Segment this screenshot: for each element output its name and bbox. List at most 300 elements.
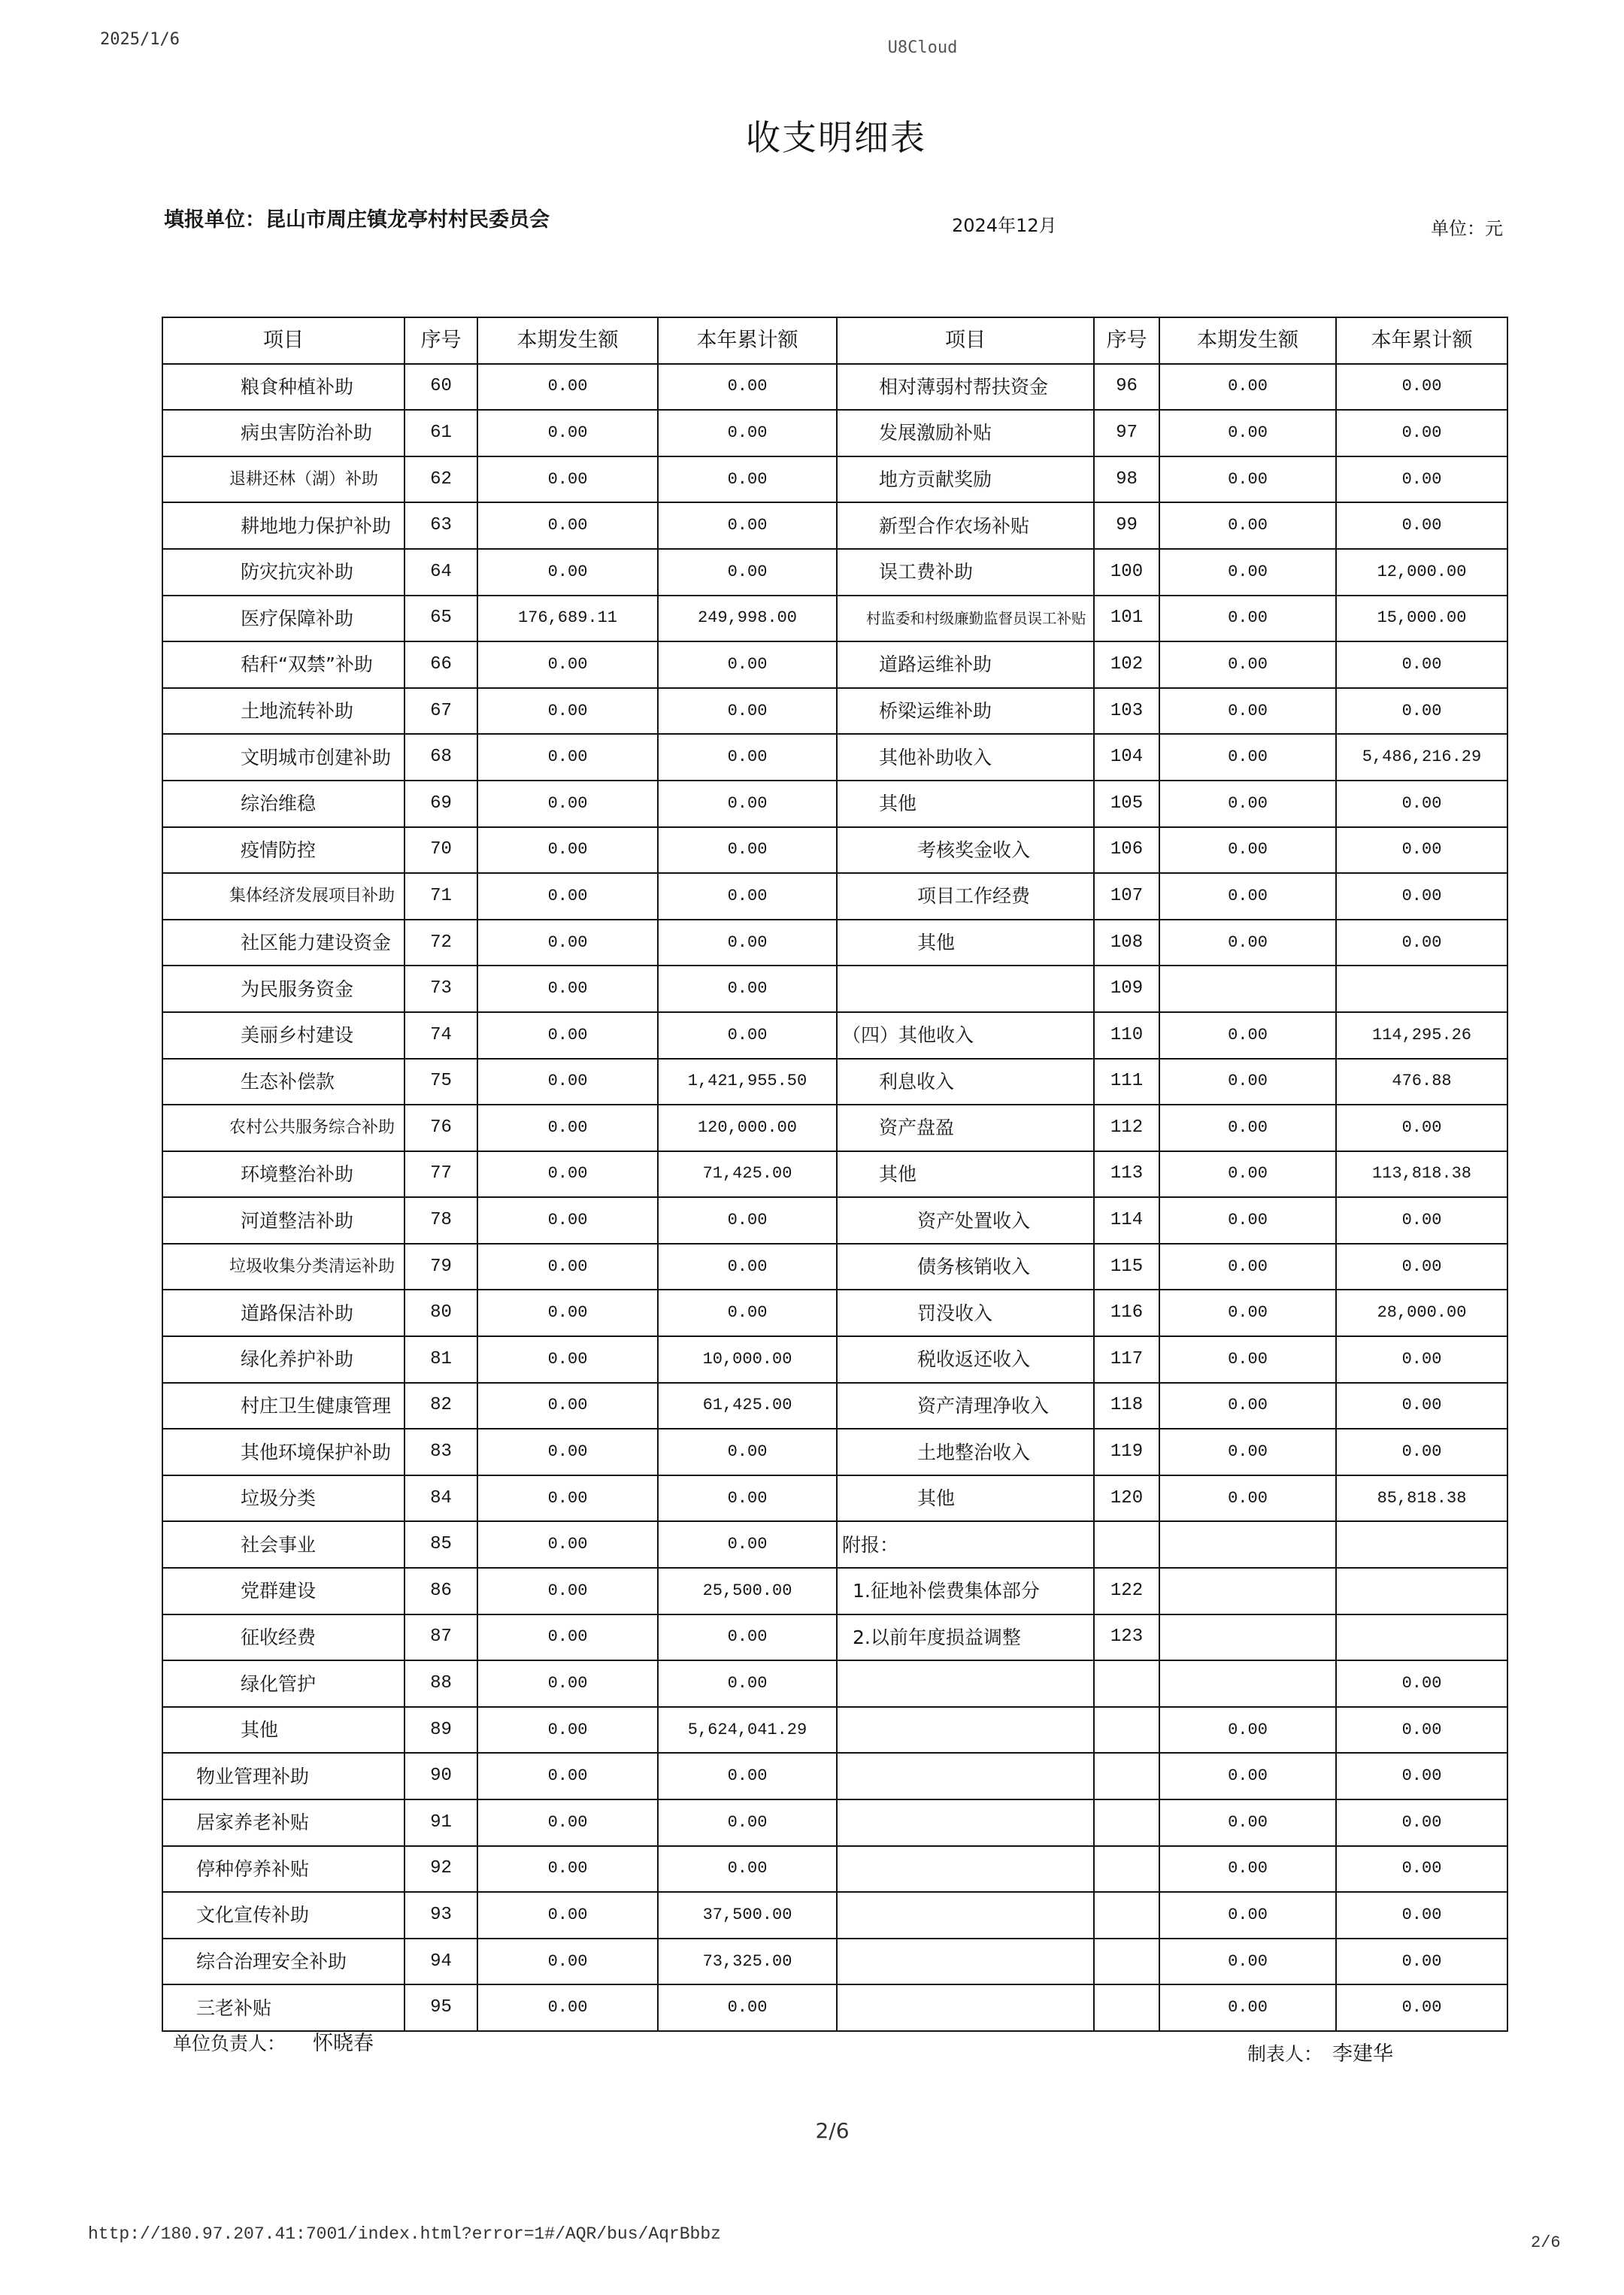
left-ytd-amount: 0.00 (659, 1661, 838, 1708)
right-ytd-amount: 0.00 (1337, 1939, 1508, 1986)
table-row (163, 781, 1508, 828)
left-item-name: 村庄卫生健康管理 (163, 1384, 405, 1430)
left-period-amount: 0.00 (478, 1152, 659, 1199)
left-seq-no: 68 (405, 735, 478, 781)
left-period-amount: 0.00 (478, 828, 659, 875)
right-item-name: 相对薄弱村帮扶资金 (838, 365, 1095, 411)
left-seq-no: 80 (405, 1290, 478, 1337)
left-item-name: 垃圾分类 (163, 1476, 405, 1523)
right-item-name: 其他 (838, 920, 1095, 967)
right-period-amount: 0.00 (1160, 1152, 1337, 1199)
left-item-name: 美丽乡村建设 (163, 1013, 405, 1060)
left-item-name: 生态补偿款 (163, 1060, 405, 1106)
right-seq-no: 111 (1095, 1060, 1160, 1106)
right-item-name: 资产盘盈 (838, 1105, 1095, 1152)
left-seq-no: 95 (405, 1985, 478, 2032)
right-seq-no: 99 (1095, 503, 1160, 550)
left-ytd-amount: 0.00 (659, 642, 838, 689)
left-item-name: 其他 (163, 1708, 405, 1754)
left-period-amount: 0.00 (478, 920, 659, 967)
right-seq-no: 105 (1095, 781, 1160, 828)
right-seq-no: 110 (1095, 1013, 1160, 1060)
right-ytd-amount: 114,295.26 (1337, 1013, 1508, 1060)
left-period-amount: 0.00 (478, 365, 659, 411)
table-row (163, 1893, 1508, 1939)
right-seq-no: 113 (1095, 1152, 1160, 1199)
left-ytd-amount: 73,325.00 (659, 1939, 838, 1986)
left-seq-no: 85 (405, 1522, 478, 1569)
left-seq-no: 76 (405, 1105, 478, 1152)
table-row (163, 828, 1508, 875)
right-ytd-amount: 15,000.00 (1337, 596, 1508, 643)
preparer-name: 李建华 (1332, 2042, 1393, 2066)
left-ytd-amount: 0.00 (659, 1847, 838, 1893)
left-seq-no: 89 (405, 1708, 478, 1754)
right-period-amount: 0.00 (1160, 1708, 1337, 1754)
left-ytd-amount: 0.00 (659, 689, 838, 735)
unit-head-name: 怀晓春 (313, 2032, 374, 2055)
right-period-amount: 0.00 (1160, 550, 1337, 596)
left-period-amount: 0.00 (478, 781, 659, 828)
left-ytd-amount: 0.00 (659, 1985, 838, 2032)
right-seq-no (1095, 1661, 1160, 1708)
left-ytd-amount: 0.00 (659, 365, 838, 411)
left-period-amount: 0.00 (478, 735, 659, 781)
right-period-amount: 0.00 (1160, 1893, 1337, 1939)
left-ytd-amount: 0.00 (659, 1754, 838, 1800)
left-seq-no: 84 (405, 1476, 478, 1523)
right-ytd-amount: 0.00 (1337, 828, 1508, 875)
left-ytd-amount: 249,998.00 (659, 596, 838, 643)
right-item-name: 附报： (838, 1522, 1095, 1569)
left-period-amount: 0.00 (478, 457, 659, 504)
right-item-name: 误工费补助 (838, 550, 1095, 596)
left-ytd-amount: 25,500.00 (659, 1569, 838, 1615)
right-ytd-amount: 0.00 (1337, 1661, 1508, 1708)
left-item-name: 集体经济发展项目补助 (163, 874, 405, 920)
left-seq-no: 88 (405, 1661, 478, 1708)
right-ytd-amount: 0.00 (1337, 1384, 1508, 1430)
left-seq-no: 83 (405, 1429, 478, 1476)
right-period-amount: 0.00 (1160, 1429, 1337, 1476)
left-item-name: 党群建设 (163, 1569, 405, 1615)
left-ytd-amount: 0.00 (659, 1013, 838, 1060)
left-item-name: 绿化管护 (163, 1661, 405, 1708)
column-header-ytd-amount-right: 本年累计额 (1337, 318, 1508, 365)
right-item-name: 1.征地补偿费集体部分 (838, 1569, 1095, 1615)
left-item-name: 综合治理安全补助 (163, 1939, 405, 1986)
right-period-amount (1160, 1661, 1337, 1708)
table-row (163, 1708, 1508, 1754)
left-ytd-amount: 0.00 (659, 1290, 838, 1337)
left-period-amount: 0.00 (478, 1985, 659, 2032)
table-row (163, 1985, 1508, 2032)
left-item-name: 道路保洁补助 (163, 1290, 405, 1337)
right-period-amount: 0.00 (1160, 596, 1337, 643)
right-item-name: 道路运维补助 (838, 642, 1095, 689)
left-period-amount: 0.00 (478, 1245, 659, 1291)
left-item-name: 为民服务资金 (163, 966, 405, 1013)
right-item-name (838, 1847, 1095, 1893)
right-period-amount: 0.00 (1160, 1013, 1337, 1060)
left-item-name: 文明城市创建补助 (163, 735, 405, 781)
right-period-amount: 0.00 (1160, 1105, 1337, 1152)
left-seq-no: 75 (405, 1060, 478, 1106)
table-row (163, 1152, 1508, 1199)
left-ytd-amount: 0.00 (659, 735, 838, 781)
left-ytd-amount: 0.00 (659, 457, 838, 504)
left-item-name: 粮食种植补助 (163, 365, 405, 411)
table-row (163, 1939, 1508, 1986)
left-ytd-amount: 1,421,955.50 (659, 1060, 838, 1106)
right-period-amount: 0.00 (1160, 411, 1337, 457)
left-period-amount: 0.00 (478, 1290, 659, 1337)
right-seq-no: 115 (1095, 1245, 1160, 1291)
left-item-name: 土地流转补助 (163, 689, 405, 735)
left-period-amount: 0.00 (478, 1615, 659, 1662)
left-item-name: 耕地地力保护补助 (163, 503, 405, 550)
left-ytd-amount: 0.00 (659, 781, 838, 828)
right-item-name (838, 1985, 1095, 2032)
left-seq-no: 81 (405, 1337, 478, 1384)
page-number: 2/6 (815, 2118, 850, 2143)
right-ytd-amount: 0.00 (1337, 365, 1508, 411)
left-period-amount: 0.00 (478, 1708, 659, 1754)
right-item-name: 项目工作经费 (838, 874, 1095, 920)
right-ytd-amount: 0.00 (1337, 1754, 1508, 1800)
right-item-name: 发展激励补贴 (838, 411, 1095, 457)
left-item-name: 其他环境保护补助 (163, 1429, 405, 1476)
left-item-name: 病虫害防治补助 (163, 411, 405, 457)
left-period-amount: 0.00 (478, 1198, 659, 1245)
right-item-name: 土地整治收入 (838, 1429, 1095, 1476)
left-seq-no: 64 (405, 550, 478, 596)
right-period-amount: 0.00 (1160, 1384, 1337, 1430)
left-ytd-amount: 0.00 (659, 1522, 838, 1569)
right-item-name: 债务核销收入 (838, 1245, 1095, 1291)
right-seq-no: 104 (1095, 735, 1160, 781)
left-item-name: 文化宣传补助 (163, 1893, 405, 1939)
table-row (163, 550, 1508, 596)
right-period-amount: 0.00 (1160, 1245, 1337, 1291)
left-period-amount: 0.00 (478, 1337, 659, 1384)
right-ytd-amount: 0.00 (1337, 1800, 1508, 1847)
right-item-name (838, 1939, 1095, 1986)
right-seq-no: 102 (1095, 642, 1160, 689)
table-row (163, 1198, 1508, 1245)
right-ytd-amount (1337, 1522, 1508, 1569)
left-seq-no: 71 (405, 874, 478, 920)
left-item-name: 综治维稳 (163, 781, 405, 828)
left-seq-no: 74 (405, 1013, 478, 1060)
right-ytd-amount: 0.00 (1337, 1985, 1508, 2032)
left-seq-no: 90 (405, 1754, 478, 1800)
left-item-name: 社会事业 (163, 1522, 405, 1569)
right-period-amount: 0.00 (1160, 1290, 1337, 1337)
right-period-amount: 0.00 (1160, 1939, 1337, 1986)
right-item-name: 其他 (838, 781, 1095, 828)
right-period-amount: 0.00 (1160, 1198, 1337, 1245)
left-seq-no: 86 (405, 1569, 478, 1615)
print-url: http://180.97.207.41:7001/index.html?error=1#/AQR/bus/AqrBbbz (88, 2224, 721, 2244)
right-seq-no: 120 (1095, 1476, 1160, 1523)
left-item-name: 停种停养补贴 (163, 1847, 405, 1893)
currency-unit: 单位：元 (1431, 218, 1503, 239)
table-row (163, 1847, 1508, 1893)
right-item-name: 地方贡献奖励 (838, 457, 1095, 504)
table-row (163, 365, 1508, 411)
left-item-name: 河道整洁补助 (163, 1198, 405, 1245)
left-period-amount: 0.00 (478, 1939, 659, 1986)
right-seq-no: 116 (1095, 1290, 1160, 1337)
left-period-amount: 0.00 (478, 1013, 659, 1060)
left-item-name: 疫情防控 (163, 828, 405, 875)
table-row (163, 411, 1508, 457)
column-header-item-left: 项目 (163, 318, 405, 365)
right-period-amount: 0.00 (1160, 1476, 1337, 1523)
left-seq-no: 77 (405, 1152, 478, 1199)
left-item-name: 医疗保障补助 (163, 596, 405, 643)
table-row (163, 1476, 1508, 1523)
column-header-seq-right: 序号 (1095, 318, 1160, 365)
table-row (163, 1522, 1508, 1569)
right-ytd-amount: 5,486,216.29 (1337, 735, 1508, 781)
left-period-amount: 0.00 (478, 503, 659, 550)
left-period-amount: 0.00 (478, 642, 659, 689)
right-seq-no: 118 (1095, 1384, 1160, 1430)
left-seq-no: 66 (405, 642, 478, 689)
left-period-amount: 0.00 (478, 411, 659, 457)
right-seq-no: 109 (1095, 966, 1160, 1013)
right-period-amount: 0.00 (1160, 1985, 1337, 2032)
column-header-period-amount-left: 本期发生额 (478, 318, 659, 365)
right-ytd-amount (1337, 1569, 1508, 1615)
right-period-amount: 0.00 (1160, 920, 1337, 967)
right-seq-no (1095, 1893, 1160, 1939)
right-seq-no: 117 (1095, 1337, 1160, 1384)
left-period-amount: 0.00 (478, 1847, 659, 1893)
unit-head-label: 单位负责人： (173, 2033, 286, 2054)
table-row (163, 1754, 1508, 1800)
right-period-amount: 0.00 (1160, 874, 1337, 920)
right-ytd-amount: 0.00 (1337, 503, 1508, 550)
table-row (163, 642, 1508, 689)
right-item-name (838, 1708, 1095, 1754)
table-row (163, 1013, 1508, 1060)
table-row (163, 596, 1508, 643)
left-period-amount: 0.00 (478, 1060, 659, 1106)
left-item-name: 征收经费 (163, 1615, 405, 1662)
right-item-name (838, 1754, 1095, 1800)
right-ytd-amount: 0.00 (1337, 920, 1508, 967)
right-period-amount: 0.00 (1160, 1337, 1337, 1384)
left-seq-no: 70 (405, 828, 478, 875)
right-item-name: 其他补助收入 (838, 735, 1095, 781)
table-row (163, 1569, 1508, 1615)
left-ytd-amount: 5,624,041.29 (659, 1708, 838, 1754)
right-seq-no: 119 (1095, 1429, 1160, 1476)
left-seq-no: 61 (405, 411, 478, 457)
column-header-period-amount-right: 本期发生额 (1160, 318, 1337, 365)
left-ytd-amount: 0.00 (659, 1245, 838, 1291)
left-period-amount: 0.00 (478, 1893, 659, 1939)
right-seq-no (1095, 1939, 1160, 1986)
right-seq-no (1095, 1754, 1160, 1800)
column-header-seq-left: 序号 (405, 318, 478, 365)
left-period-amount: 0.00 (478, 1429, 659, 1476)
left-seq-no: 60 (405, 365, 478, 411)
right-seq-no (1095, 1800, 1160, 1847)
left-period-amount: 0.00 (478, 1800, 659, 1847)
left-period-amount: 0.00 (478, 1384, 659, 1430)
right-ytd-amount: 0.00 (1337, 642, 1508, 689)
left-ytd-amount: 37,500.00 (659, 1893, 838, 1939)
left-period-amount: 0.00 (478, 1105, 659, 1152)
right-ytd-amount: 0.00 (1337, 1337, 1508, 1384)
left-seq-no: 62 (405, 457, 478, 504)
left-seq-no: 72 (405, 920, 478, 967)
left-seq-no: 94 (405, 1939, 478, 1986)
left-seq-no: 79 (405, 1245, 478, 1291)
right-ytd-amount: 0.00 (1337, 1429, 1508, 1476)
left-item-name: 三老补贴 (163, 1985, 405, 2032)
table-row (163, 1060, 1508, 1106)
left-seq-no: 82 (405, 1384, 478, 1430)
report-period: 2024年12月 (952, 215, 1057, 236)
right-item-name (838, 966, 1095, 1013)
table-row (163, 1384, 1508, 1430)
right-ytd-amount: 0.00 (1337, 1893, 1508, 1939)
right-item-name: 其他 (838, 1476, 1095, 1523)
left-item-name: 居家养老补贴 (163, 1800, 405, 1847)
left-period-amount: 0.00 (478, 689, 659, 735)
right-period-amount: 0.00 (1160, 1754, 1337, 1800)
right-ytd-amount: 476.88 (1337, 1060, 1508, 1106)
column-header-item-right: 项目 (838, 318, 1095, 365)
table-row (163, 1337, 1508, 1384)
right-seq-no (1095, 1985, 1160, 2032)
left-ytd-amount: 0.00 (659, 1476, 838, 1523)
right-ytd-amount: 0.00 (1337, 874, 1508, 920)
right-ytd-amount: 85,818.38 (1337, 1476, 1508, 1523)
right-item-name (838, 1893, 1095, 1939)
left-seq-no: 73 (405, 966, 478, 1013)
right-seq-no: 101 (1095, 596, 1160, 643)
right-item-name (838, 1800, 1095, 1847)
right-item-name (838, 1661, 1095, 1708)
left-item-name: 秸秆“双禁”补助 (163, 642, 405, 689)
left-item-name: 社区能力建设资金 (163, 920, 405, 967)
right-ytd-amount: 0.00 (1337, 1847, 1508, 1893)
right-item-name: 桥梁运维补助 (838, 689, 1095, 735)
left-seq-no: 63 (405, 503, 478, 550)
left-period-amount: 0.00 (478, 1754, 659, 1800)
app-name: U8Cloud (887, 38, 958, 57)
left-item-name: 垃圾收集分类清运补助 (163, 1245, 405, 1291)
left-seq-no: 65 (405, 596, 478, 643)
right-seq-no: 100 (1095, 550, 1160, 596)
table-row (163, 689, 1508, 735)
right-ytd-amount: 0.00 (1337, 1198, 1508, 1245)
right-period-amount: 0.00 (1160, 1847, 1337, 1893)
left-ytd-amount: 0.00 (659, 966, 838, 1013)
left-ytd-amount: 0.00 (659, 1198, 838, 1245)
right-ytd-amount: 0.00 (1337, 689, 1508, 735)
right-period-amount: 0.00 (1160, 689, 1337, 735)
left-ytd-amount: 0.00 (659, 550, 838, 596)
right-item-name: 其他 (838, 1152, 1095, 1199)
right-item-name: （四）其他收入 (838, 1013, 1095, 1060)
left-ytd-amount: 0.00 (659, 1800, 838, 1847)
table-row (163, 1290, 1508, 1337)
left-ytd-amount: 10,000.00 (659, 1337, 838, 1384)
right-period-amount: 0.00 (1160, 365, 1337, 411)
right-period-amount (1160, 1615, 1337, 1662)
right-period-amount (1160, 966, 1337, 1013)
left-item-name: 退耕还林（湖）补助 (163, 457, 405, 504)
table-header-row (163, 318, 1508, 365)
left-seq-no: 92 (405, 1847, 478, 1893)
right-period-amount: 0.00 (1160, 642, 1337, 689)
right-period-amount: 0.00 (1160, 503, 1337, 550)
page-number-corner: 2/6 (1531, 2233, 1561, 2252)
right-period-amount: 0.00 (1160, 1800, 1337, 1847)
right-seq-no (1095, 1708, 1160, 1754)
right-period-amount (1160, 1569, 1337, 1615)
right-seq-no: 106 (1095, 828, 1160, 875)
left-item-name: 物业管理补助 (163, 1754, 405, 1800)
right-period-amount (1160, 1522, 1337, 1569)
left-period-amount: 176,689.11 (478, 596, 659, 643)
table-row (163, 1105, 1508, 1152)
left-period-amount: 0.00 (478, 1569, 659, 1615)
left-period-amount: 0.00 (478, 1476, 659, 1523)
right-period-amount: 0.00 (1160, 457, 1337, 504)
right-ytd-amount: 0.00 (1337, 1245, 1508, 1291)
right-item-name: 考核奖金收入 (838, 828, 1095, 875)
right-item-name: 税收返还收入 (838, 1337, 1095, 1384)
right-seq-no: 103 (1095, 689, 1160, 735)
right-item-name: 2.以前年度损益调整 (838, 1615, 1095, 1662)
right-ytd-amount: 113,818.38 (1337, 1152, 1508, 1199)
left-ytd-amount: 0.00 (659, 503, 838, 550)
left-ytd-amount: 61,425.00 (659, 1384, 838, 1430)
table-row (163, 1661, 1508, 1708)
right-ytd-amount: 0.00 (1337, 1105, 1508, 1152)
table-row (163, 1245, 1508, 1291)
left-item-name: 环境整治补助 (163, 1152, 405, 1199)
preparer-label: 制表人： (1247, 2043, 1323, 2065)
right-ytd-amount (1337, 1615, 1508, 1662)
column-header-ytd-amount-left: 本年累计额 (659, 318, 838, 365)
right-seq-no: 123 (1095, 1615, 1160, 1662)
right-item-name: 资产处置收入 (838, 1198, 1095, 1245)
reporting-unit-name: 昆山市周庄镇龙亭村村民委员会 (265, 208, 550, 232)
left-period-amount: 0.00 (478, 1522, 659, 1569)
left-item-name: 农村公共服务综合补助 (163, 1105, 405, 1152)
right-seq-no: 107 (1095, 874, 1160, 920)
right-seq-no (1095, 1522, 1160, 1569)
right-seq-no: 108 (1095, 920, 1160, 967)
left-ytd-amount: 0.00 (659, 874, 838, 920)
left-ytd-amount: 0.00 (659, 411, 838, 457)
left-ytd-amount: 0.00 (659, 1615, 838, 1662)
right-item-name: 新型合作农场补贴 (838, 503, 1095, 550)
table-row (163, 1615, 1508, 1662)
right-ytd-amount: 12,000.00 (1337, 550, 1508, 596)
left-seq-no: 67 (405, 689, 478, 735)
left-seq-no: 78 (405, 1198, 478, 1245)
